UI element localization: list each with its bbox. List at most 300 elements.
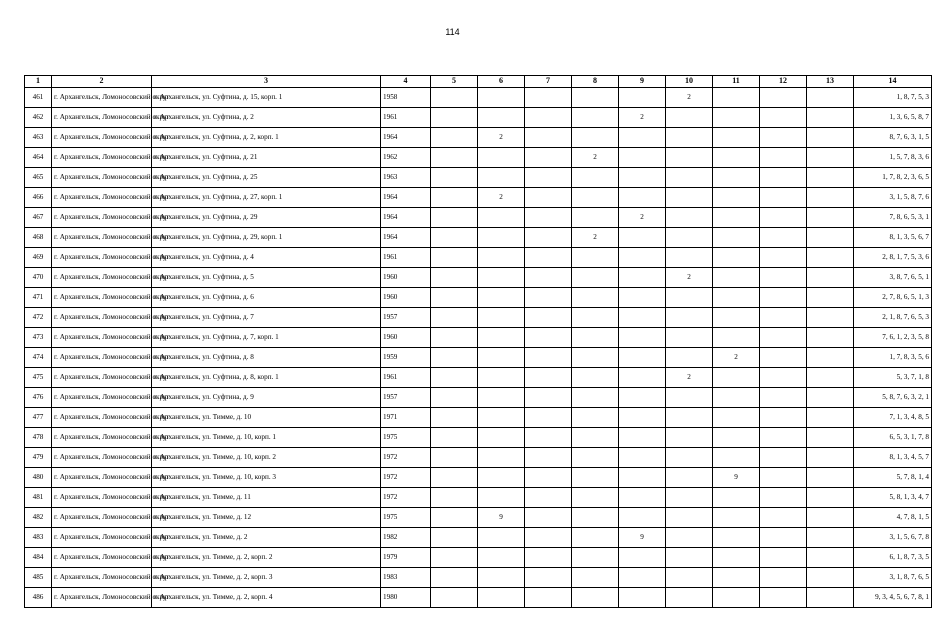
value-cell: [619, 288, 666, 308]
value-cell: [619, 428, 666, 448]
value-cell: [666, 488, 713, 508]
sequence-cell: 6, 1, 8, 7, 3, 5: [854, 548, 932, 568]
address-cell: г. Архангельск, ул. Тимме, д. 2, корп. 3: [152, 568, 381, 588]
value-cell: [525, 488, 572, 508]
address-cell: г. Архангельск, ул. Тимме, д. 10, корп. 2: [152, 448, 381, 468]
table-row: [25, 528, 932, 548]
value-cell: [572, 528, 619, 548]
value-cell: [431, 168, 478, 188]
row-number: 468: [25, 228, 52, 248]
value-cell: [525, 148, 572, 168]
value-cell: [572, 408, 619, 428]
value-cell: [478, 228, 525, 248]
value-cell: [478, 448, 525, 468]
value-cell: [619, 168, 666, 188]
value-cell: [807, 448, 854, 468]
value-cell: [666, 468, 713, 488]
district-cell: г. Архангельск, Ломоносовский округ: [52, 228, 152, 248]
value-cell: [478, 148, 525, 168]
value-cell: [760, 528, 807, 548]
value-cell: [431, 508, 478, 528]
value-cell: [666, 588, 713, 608]
value-cell: 9: [619, 528, 666, 548]
value-cell: [431, 248, 478, 268]
value-cell: [619, 488, 666, 508]
value-cell: [760, 88, 807, 108]
sequence-cell: 7, 8, 6, 5, 3, 1: [854, 208, 932, 228]
table-row: [25, 368, 932, 388]
value-cell: 2: [478, 128, 525, 148]
value-cell: [525, 528, 572, 548]
row-number: 478: [25, 428, 52, 448]
value-cell: [525, 168, 572, 188]
value-cell: [807, 148, 854, 168]
value-cell: [619, 408, 666, 428]
district-cell: г. Архангельск, Ломоносовский округ: [52, 368, 152, 388]
district-cell: г. Архангельск, Ломоносовский округ: [52, 188, 152, 208]
value-cell: [478, 548, 525, 568]
value-cell: [713, 488, 760, 508]
value-cell: [431, 308, 478, 328]
row-number: 475: [25, 368, 52, 388]
district-cell: г. Архангельск, Ломоносовский округ: [52, 248, 152, 268]
sequence-cell: 5, 8, 7, 6, 3, 2, 1: [854, 388, 932, 408]
value-cell: [525, 388, 572, 408]
row-number: 470: [25, 268, 52, 288]
value-cell: [431, 568, 478, 588]
value-cell: [666, 568, 713, 588]
sequence-cell: 5, 3, 7, 1, 8: [854, 368, 932, 388]
value-cell: [713, 188, 760, 208]
district-cell: г. Архангельск, Ломоносовский округ: [52, 548, 152, 568]
value-cell: [807, 328, 854, 348]
sequence-cell: 7, 6, 1, 2, 3, 5, 8: [854, 328, 932, 348]
value-cell: [807, 548, 854, 568]
row-number: 471: [25, 288, 52, 308]
district-cell: г. Архангельск, Ломоносовский округ: [52, 428, 152, 448]
table-row: [25, 188, 932, 208]
district-cell: г. Архангельск, Ломоносовский округ: [52, 88, 152, 108]
value-cell: [666, 408, 713, 428]
value-cell: [431, 408, 478, 428]
value-cell: [572, 568, 619, 588]
year-cell: 1958: [381, 88, 431, 108]
value-cell: [807, 508, 854, 528]
value-cell: 2: [572, 148, 619, 168]
value-cell: [807, 368, 854, 388]
value-cell: [478, 368, 525, 388]
sequence-cell: 7, 1, 3, 4, 8, 5: [854, 408, 932, 428]
value-cell: [431, 128, 478, 148]
value-cell: [572, 448, 619, 468]
year-cell: 1960: [381, 288, 431, 308]
value-cell: [760, 488, 807, 508]
sequence-cell: 3, 1, 5, 6, 7, 8: [854, 528, 932, 548]
value-cell: [807, 208, 854, 228]
value-cell: [431, 468, 478, 488]
sequence-cell: 1, 7, 8, 3, 5, 6: [854, 348, 932, 368]
value-cell: 9: [478, 508, 525, 528]
value-cell: [760, 468, 807, 488]
value-cell: [525, 548, 572, 568]
value-cell: [431, 388, 478, 408]
value-cell: [572, 168, 619, 188]
address-cell: г. Архангельск, ул. Суфтина, д. 9: [152, 388, 381, 408]
value-cell: [431, 528, 478, 548]
table-row: [25, 348, 932, 368]
table-row: [25, 408, 932, 428]
value-cell: [572, 368, 619, 388]
year-cell: 1960: [381, 328, 431, 348]
value-cell: [478, 288, 525, 308]
value-cell: [760, 208, 807, 228]
row-number: 461: [25, 88, 52, 108]
year-cell: 1957: [381, 388, 431, 408]
value-cell: [431, 88, 478, 108]
value-cell: [619, 308, 666, 328]
value-cell: [760, 148, 807, 168]
value-cell: [478, 308, 525, 328]
value-cell: [807, 428, 854, 448]
value-cell: [431, 228, 478, 248]
address-cell: г. Архангельск, ул. Тимме, д. 2, корп. 2: [152, 548, 381, 568]
address-cell: г. Архангельск, ул. Тимме, д. 10, корп. 3: [152, 468, 381, 488]
value-cell: [713, 388, 760, 408]
sequence-cell: 9, 3, 4, 5, 6, 7, 8, 1: [854, 588, 932, 608]
address-cell: г. Архангельск, ул. Суфтина, д. 15, корп. 1: [152, 88, 381, 108]
value-cell: [572, 348, 619, 368]
value-cell: [807, 228, 854, 248]
value-cell: [666, 548, 713, 568]
column-header: 7: [525, 76, 572, 88]
value-cell: 2: [619, 108, 666, 128]
value-cell: [760, 448, 807, 468]
value-cell: [572, 108, 619, 128]
sequence-cell: 8, 7, 6, 3, 1, 5: [854, 128, 932, 148]
year-cell: 1982: [381, 528, 431, 548]
value-cell: [619, 348, 666, 368]
column-header: 1: [25, 76, 52, 88]
value-cell: [760, 308, 807, 328]
address-cell: г. Архангельск, ул. Тимме, д. 2, корп. 4: [152, 588, 381, 608]
district-cell: г. Архангельск, Ломоносовский округ: [52, 308, 152, 328]
value-cell: [525, 448, 572, 468]
value-cell: [713, 508, 760, 528]
row-number: 477: [25, 408, 52, 428]
year-cell: 1975: [381, 428, 431, 448]
sequence-cell: 1, 3, 6, 5, 8, 7: [854, 108, 932, 128]
value-cell: [572, 208, 619, 228]
column-header: 4: [381, 76, 431, 88]
year-cell: 1961: [381, 248, 431, 268]
value-cell: [619, 368, 666, 388]
value-cell: [619, 268, 666, 288]
value-cell: 9: [713, 468, 760, 488]
value-cell: [713, 548, 760, 568]
address-cell: г. Архангельск, ул. Суфтина, д. 27, корп. 1: [152, 188, 381, 208]
address-cell: г. Архангельск, ул. Суфтина, д. 4: [152, 248, 381, 268]
value-cell: [525, 228, 572, 248]
value-cell: [666, 188, 713, 208]
year-cell: 1972: [381, 468, 431, 488]
value-cell: [478, 528, 525, 548]
year-cell: 1963: [381, 168, 431, 188]
value-cell: [619, 88, 666, 108]
table-row: [25, 108, 932, 128]
value-cell: [431, 268, 478, 288]
sequence-cell: 1, 8, 7, 5, 3: [854, 88, 932, 108]
address-cell: г. Архангельск, ул. Суфтина, д. 2, корп. 1: [152, 128, 381, 148]
value-cell: [760, 348, 807, 368]
year-cell: 1964: [381, 228, 431, 248]
value-cell: [619, 148, 666, 168]
value-cell: 2: [666, 268, 713, 288]
value-cell: [760, 568, 807, 588]
value-cell: [760, 328, 807, 348]
value-cell: [666, 448, 713, 468]
value-cell: [431, 208, 478, 228]
value-cell: [525, 128, 572, 148]
value-cell: [525, 368, 572, 388]
year-cell: 1975: [381, 508, 431, 528]
value-cell: [572, 508, 619, 528]
value-cell: [807, 108, 854, 128]
value-cell: [619, 448, 666, 468]
value-cell: [760, 428, 807, 448]
year-cell: 1983: [381, 568, 431, 588]
address-cell: г. Архангельск, ул. Суфтина, д. 21: [152, 148, 381, 168]
row-number: 479: [25, 448, 52, 468]
sequence-cell: 1, 5, 7, 8, 3, 6: [854, 148, 932, 168]
district-cell: г. Архангельск, Ломоносовский округ: [52, 568, 152, 588]
value-cell: [760, 368, 807, 388]
row-number: 472: [25, 308, 52, 328]
value-cell: [478, 88, 525, 108]
value-cell: [431, 428, 478, 448]
value-cell: [807, 288, 854, 308]
value-cell: [760, 588, 807, 608]
page-number: 114: [445, 27, 460, 37]
value-cell: [760, 128, 807, 148]
district-cell: г. Архангельск, Ломоносовский округ: [52, 408, 152, 428]
year-cell: 1971: [381, 408, 431, 428]
row-number: 476: [25, 388, 52, 408]
year-cell: 1964: [381, 128, 431, 148]
column-header: 3: [152, 76, 381, 88]
row-number: 483: [25, 528, 52, 548]
sequence-cell: 6, 5, 3, 1, 7, 8: [854, 428, 932, 448]
value-cell: [666, 388, 713, 408]
value-cell: [572, 88, 619, 108]
value-cell: [525, 508, 572, 528]
district-cell: г. Архангельск, Ломоносовский округ: [52, 208, 152, 228]
value-cell: [807, 268, 854, 288]
address-cell: г. Архангельск, ул. Суфтина, д. 8: [152, 348, 381, 368]
table-row: [25, 288, 932, 308]
value-cell: [619, 568, 666, 588]
column-header: 2: [52, 76, 152, 88]
value-cell: [525, 468, 572, 488]
row-number: 481: [25, 488, 52, 508]
table-row: [25, 88, 932, 108]
value-cell: [807, 488, 854, 508]
address-cell: г. Архангельск, ул. Тимме, д. 11: [152, 488, 381, 508]
address-cell: г. Архангельск, ул. Тимме, д. 10: [152, 408, 381, 428]
district-cell: г. Архангельск, Ломоносовский округ: [52, 488, 152, 508]
address-cell: г. Архангельск, ул. Суфтина, д. 8, корп. 1: [152, 368, 381, 388]
value-cell: [807, 168, 854, 188]
table-body: [25, 88, 932, 608]
value-cell: [807, 248, 854, 268]
value-cell: [572, 488, 619, 508]
value-cell: [619, 328, 666, 348]
value-cell: [713, 108, 760, 128]
value-cell: [431, 348, 478, 368]
value-cell: [619, 508, 666, 528]
value-cell: [713, 328, 760, 348]
value-cell: [525, 568, 572, 588]
sequence-cell: 3, 1, 8, 7, 6, 5: [854, 568, 932, 588]
value-cell: [807, 188, 854, 208]
district-cell: г. Архангельск, Ломоносовский округ: [52, 288, 152, 308]
value-cell: [572, 468, 619, 488]
row-number: 466: [25, 188, 52, 208]
value-cell: [666, 148, 713, 168]
value-cell: [431, 148, 478, 168]
value-cell: [760, 288, 807, 308]
value-cell: [713, 128, 760, 148]
value-cell: [619, 388, 666, 408]
year-cell: 1979: [381, 548, 431, 568]
address-cell: г. Архангельск, ул. Суфтина, д. 29: [152, 208, 381, 228]
value-cell: [478, 568, 525, 588]
value-cell: [666, 128, 713, 148]
table-row: [25, 448, 932, 468]
value-cell: [572, 188, 619, 208]
district-cell: г. Архангельск, Ломоносовский округ: [52, 108, 152, 128]
row-number: 465: [25, 168, 52, 188]
value-cell: [713, 268, 760, 288]
value-cell: [478, 408, 525, 428]
year-cell: 1972: [381, 488, 431, 508]
table-row: [25, 148, 932, 168]
column-header: 9: [619, 76, 666, 88]
value-cell: [666, 288, 713, 308]
value-cell: [525, 348, 572, 368]
table-row: [25, 568, 932, 588]
value-cell: [807, 568, 854, 588]
value-cell: [760, 108, 807, 128]
value-cell: [713, 448, 760, 468]
year-cell: 1960: [381, 268, 431, 288]
value-cell: [666, 168, 713, 188]
value-cell: [525, 588, 572, 608]
value-cell: [525, 248, 572, 268]
sequence-cell: 5, 7, 8, 1, 4: [854, 468, 932, 488]
district-cell: г. Архангельск, Ломоносовский округ: [52, 528, 152, 548]
value-cell: [572, 268, 619, 288]
row-number: 485: [25, 568, 52, 588]
table-row: [25, 508, 932, 528]
value-cell: [619, 548, 666, 568]
value-cell: 2: [619, 208, 666, 228]
value-cell: [713, 588, 760, 608]
value-cell: [713, 228, 760, 248]
row-number: 482: [25, 508, 52, 528]
value-cell: [807, 408, 854, 428]
district-cell: г. Архангельск, Ломоносовский округ: [52, 348, 152, 368]
address-cell: г. Архангельск, ул. Суфтина, д. 7, корп. 1: [152, 328, 381, 348]
column-header: 11: [713, 76, 760, 88]
column-header: 8: [572, 76, 619, 88]
value-cell: [666, 428, 713, 448]
district-cell: г. Архангельск, Ломоносовский округ: [52, 588, 152, 608]
value-cell: [525, 268, 572, 288]
district-cell: г. Архангельск, Ломоносовский округ: [52, 128, 152, 148]
address-cell: г. Архангельск, ул. Суфтина, д. 2: [152, 108, 381, 128]
sequence-cell: 3, 8, 7, 6, 5, 1: [854, 268, 932, 288]
table-header-row: [25, 76, 932, 88]
value-cell: [525, 208, 572, 228]
row-number: 469: [25, 248, 52, 268]
address-cell: г. Архангельск, ул. Тимме, д. 12: [152, 508, 381, 528]
value-cell: [478, 388, 525, 408]
value-cell: [666, 208, 713, 228]
sequence-cell: 4, 7, 8, 1, 5: [854, 508, 932, 528]
value-cell: [572, 588, 619, 608]
table-row: [25, 268, 932, 288]
value-cell: [431, 548, 478, 568]
value-cell: 2: [713, 348, 760, 368]
value-cell: [713, 148, 760, 168]
value-cell: [572, 308, 619, 328]
value-cell: [525, 88, 572, 108]
address-cell: г. Архангельск, ул. Суфтина, д. 7: [152, 308, 381, 328]
value-cell: [713, 308, 760, 328]
value-cell: [760, 168, 807, 188]
value-cell: [478, 428, 525, 448]
value-cell: [666, 108, 713, 128]
row-number: 462: [25, 108, 52, 128]
value-cell: [807, 348, 854, 368]
year-cell: 1961: [381, 108, 431, 128]
value-cell: [431, 288, 478, 308]
value-cell: [760, 548, 807, 568]
column-header: 14: [854, 76, 932, 88]
value-cell: [525, 308, 572, 328]
row-number: 467: [25, 208, 52, 228]
year-cell: 1959: [381, 348, 431, 368]
value-cell: [431, 328, 478, 348]
value-cell: [666, 328, 713, 348]
row-number: 473: [25, 328, 52, 348]
sequence-cell: 8, 1, 3, 5, 6, 7: [854, 228, 932, 248]
sequence-cell: 8, 1, 3, 4, 5, 7: [854, 448, 932, 468]
registry-table: [24, 75, 932, 608]
value-cell: [525, 108, 572, 128]
value-cell: [619, 128, 666, 148]
year-cell: 1957: [381, 308, 431, 328]
value-cell: [760, 408, 807, 428]
value-cell: [713, 88, 760, 108]
sequence-cell: 2, 8, 1, 7, 5, 3, 6: [854, 248, 932, 268]
sequence-cell: 3, 1, 5, 8, 7, 6: [854, 188, 932, 208]
column-header: 6: [478, 76, 525, 88]
table-row: [25, 328, 932, 348]
value-cell: [666, 228, 713, 248]
table-row: [25, 388, 932, 408]
value-cell: [525, 188, 572, 208]
